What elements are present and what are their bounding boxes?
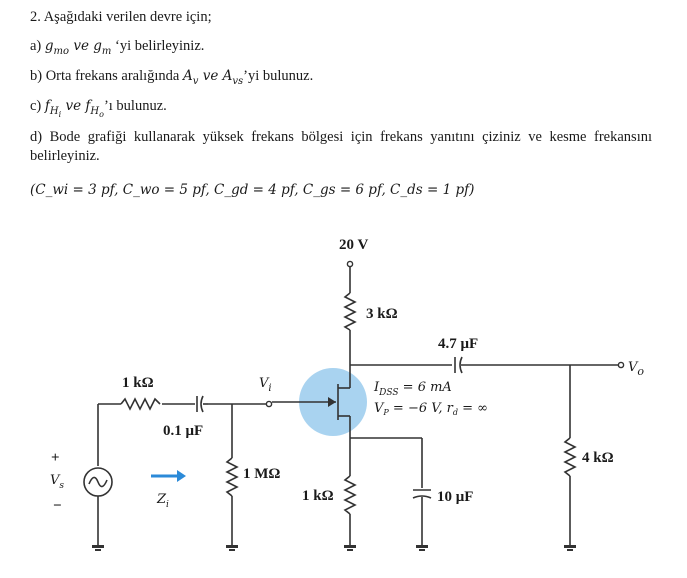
output-terminal <box>618 362 623 367</box>
drain-resistor <box>345 293 355 330</box>
supply-terminal <box>347 261 352 266</box>
output-cap-label: 4.7 μF <box>438 336 479 352</box>
question-b: b) Orta frekans aralığında $A_v$ ve $A_{vs}’yi$ bulunuz. <box>30 68 314 87</box>
vs-minus: − <box>53 498 62 514</box>
vs-plus: + <box>51 450 60 466</box>
vp-label: $V_P = -6$ V, $r_d$ = ∞ <box>374 401 488 417</box>
source-resistor-label: 1 kΩ <box>302 488 334 504</box>
zi-label: $Z_i$ <box>157 492 169 510</box>
gate-resistor <box>227 458 237 496</box>
vs-label: $V_s$ <box>50 473 65 491</box>
supply-label: 20 V <box>339 237 369 253</box>
gate-resistor-label: 1 MΩ <box>243 466 281 482</box>
capacitance-params: (C_wi = 3 pf, C_wo = 5 pf, C_gd = 4 pf, C_gs = 6 pf, C_ds = 1 pf) <box>30 182 475 198</box>
vi-node <box>266 401 271 406</box>
question-c: c) $f_{H_i}$ ve $f_{H_o}’ı$ bulunuz. <box>30 98 167 120</box>
source-resistor <box>345 476 355 514</box>
input-cap-label: 0.1 μF <box>163 423 204 439</box>
load-resistor-label: 4 kΩ <box>582 450 614 466</box>
bypass-cap-label: 10 μF <box>437 489 474 505</box>
signal-resistor <box>121 399 160 409</box>
question-title: 2. Aşağıdaki verilen devre için; <box>30 9 212 25</box>
ground-symbol <box>92 545 576 551</box>
idss-label: $I_{DSS} = 6$ mA <box>374 380 452 398</box>
question-a: a) $g_{mo}$ ve $g_m$ ‘yi belirleyiniz. <box>30 38 205 57</box>
output-voltage-label: $V_o$ <box>628 360 645 378</box>
signal-resistor-label: 1 kΩ <box>122 375 154 391</box>
drain-resistor-label: 3 kΩ <box>366 306 398 322</box>
load-resistor <box>565 438 575 476</box>
question-d: d) Bode grafiği kullanarak yüksek frekans bölgesi için frekans yanıtını çiziniz ve kesme frekansını belirleyiniz. <box>30 129 652 164</box>
vi-label: $V_i$ <box>259 376 272 394</box>
